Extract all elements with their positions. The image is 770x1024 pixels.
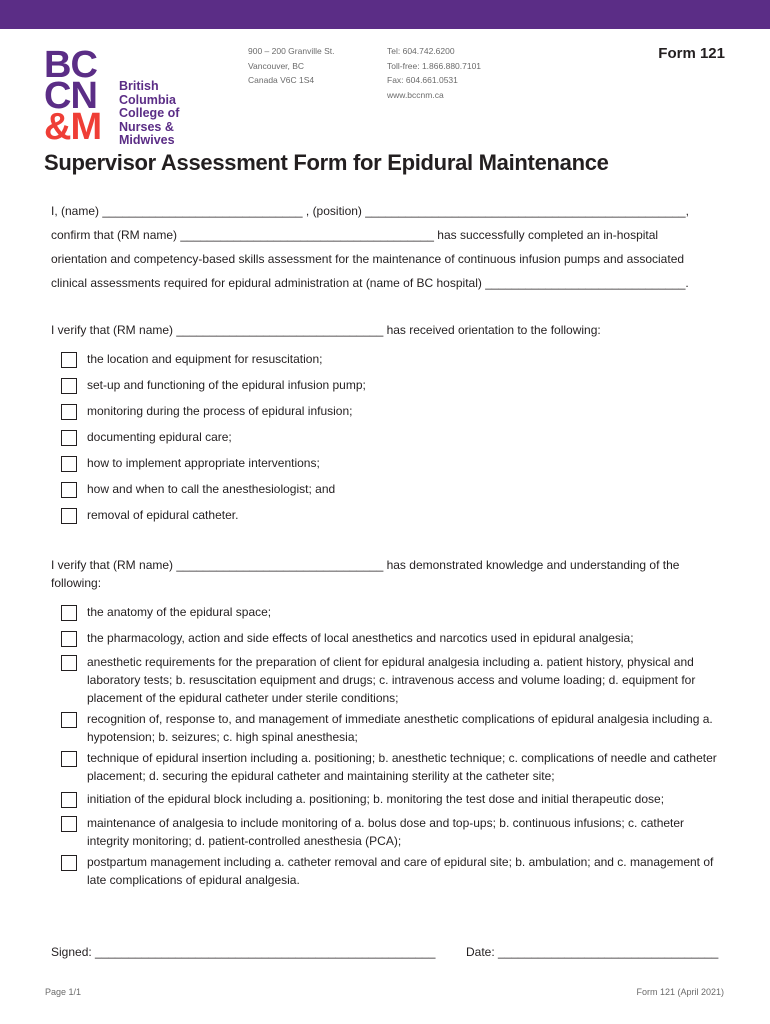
orientation-item: set-up and functioning of the epidural infusion pump;	[61, 378, 717, 394]
orientation-heading: I verify that (RM name) _______________________________ has received orientation to the following:	[51, 323, 601, 337]
checkbox[interactable]	[61, 378, 77, 394]
knowledge-heading: I verify that (RM name) _______________________________ has demonstrated knowledge and understanding of the	[51, 558, 680, 572]
logo-letters-bc: BC	[44, 44, 97, 86]
knowledge-item: the pharmacology, action and side effects of local anesthetics and narcotics used in epidural analgesia;	[61, 631, 717, 647]
checkbox[interactable]	[61, 655, 77, 671]
intro-line: orientation and competency-based skills assessment for the maintenance of continuous infusion pumps and associated	[51, 252, 685, 266]
intro-line: clinical assessments required for epidural administration at (name of BC hospital) ______________________________.	[51, 276, 689, 290]
knowledge-item: maintenance of analgesia to include monitoring of a. bolus dose and top-ups; b. continuous infusions; c. catheter integrity monitoring; d. patient-controlled anesthesia (PCA);	[61, 816, 717, 850]
checkbox[interactable]	[61, 404, 77, 420]
website-link[interactable]: www.bccnm.ca	[387, 89, 444, 100]
bccnm-logo	[44, 44, 184, 148]
checkbox[interactable]	[61, 855, 77, 871]
checkbox[interactable]	[61, 605, 77, 621]
logo-letters-cn: CN	[44, 75, 97, 117]
checkbox[interactable]	[61, 352, 77, 368]
intro-line: confirm that (RM name) ______________________________________ has successfully completed an in-hospital	[51, 228, 659, 242]
form-number: Form 121	[658, 45, 725, 62]
orientation-item: how and when to call the anesthesiologist; and	[61, 482, 717, 498]
checkbox[interactable]	[61, 751, 77, 767]
knowledge-item: the anatomy of the epidural space;	[61, 605, 717, 621]
signature-field[interactable]: Signed: ___________________________________________________	[51, 945, 436, 959]
knowledge-item: technique of epidural insertion including a. positioning; b. anesthetic technique; c. complications of needle and catheter placement; d. securing the epidural catheter and maintaining sterility at the catheter site;	[61, 751, 717, 785]
checkbox[interactable]	[61, 430, 77, 446]
checkbox[interactable]	[61, 482, 77, 498]
checkbox[interactable]	[61, 816, 77, 832]
checkbox[interactable]	[61, 456, 77, 472]
orientation-item: the location and equipment for resuscitation;	[61, 352, 717, 368]
orientation-item: documenting epidural care;	[61, 430, 717, 446]
logo-letters-m: &M	[44, 106, 102, 148]
header-bar	[0, 0, 770, 29]
orientation-item: monitoring during the process of epidural infusion;	[61, 404, 717, 420]
knowledge-heading-cont: following:	[51, 576, 102, 590]
checkbox[interactable]	[61, 631, 77, 647]
intro-line: I, (name) ______________________________ , (position) ________________________________________________,	[51, 204, 689, 218]
checkbox[interactable]	[61, 712, 77, 728]
page-title: Supervisor Assessment Form for Epidural Maintenance	[44, 150, 609, 175]
orientation-item: how to implement appropriate interventions;	[61, 456, 717, 472]
date-field[interactable]: Date: _________________________________	[466, 945, 719, 959]
form-edition: Form 121 (April 2021)	[636, 987, 724, 997]
mailing-address: 900 – 200 Granville St. Vancouver, BC Canada V6C 1S4	[248, 46, 335, 85]
page-number: Page 1/1	[45, 987, 82, 997]
knowledge-item: recognition of, response to, and management of immediate anesthetic complications of epidural analgesia including a. hypotension; b. seizures; c. high spinal anesthesia;	[61, 712, 717, 746]
checkbox[interactable]	[61, 792, 77, 808]
knowledge-item: postpartum management including a. catheter removal and care of epidural site; b. ambulation; and c. management of late complications of epidural analgesia.	[61, 855, 717, 889]
orientation-item: removal of epidural catheter.	[61, 508, 717, 524]
contact-info: Tel: 604.742.6200 Toll-free: 1.866.880.7101 Fax: 604.661.0531 www.bccnm.ca	[387, 44, 481, 102]
checkbox[interactable]	[61, 508, 77, 524]
knowledge-item: initiation of the epidural block including a. positioning; b. monitoring the test dose and initial therapeutic dose;	[61, 792, 717, 808]
logo-wordmark: British Columbia College of Nurses & Midwives	[119, 79, 180, 147]
knowledge-item: anesthetic requirements for the preparation of client for epidural analgesia including a. patient history, physical and laboratory tests; b. resuscitation equipment and drugs; c. intravenous access and volume loading; d. equipment for placement of the epidural catheter under sterile conditions;	[61, 655, 717, 707]
